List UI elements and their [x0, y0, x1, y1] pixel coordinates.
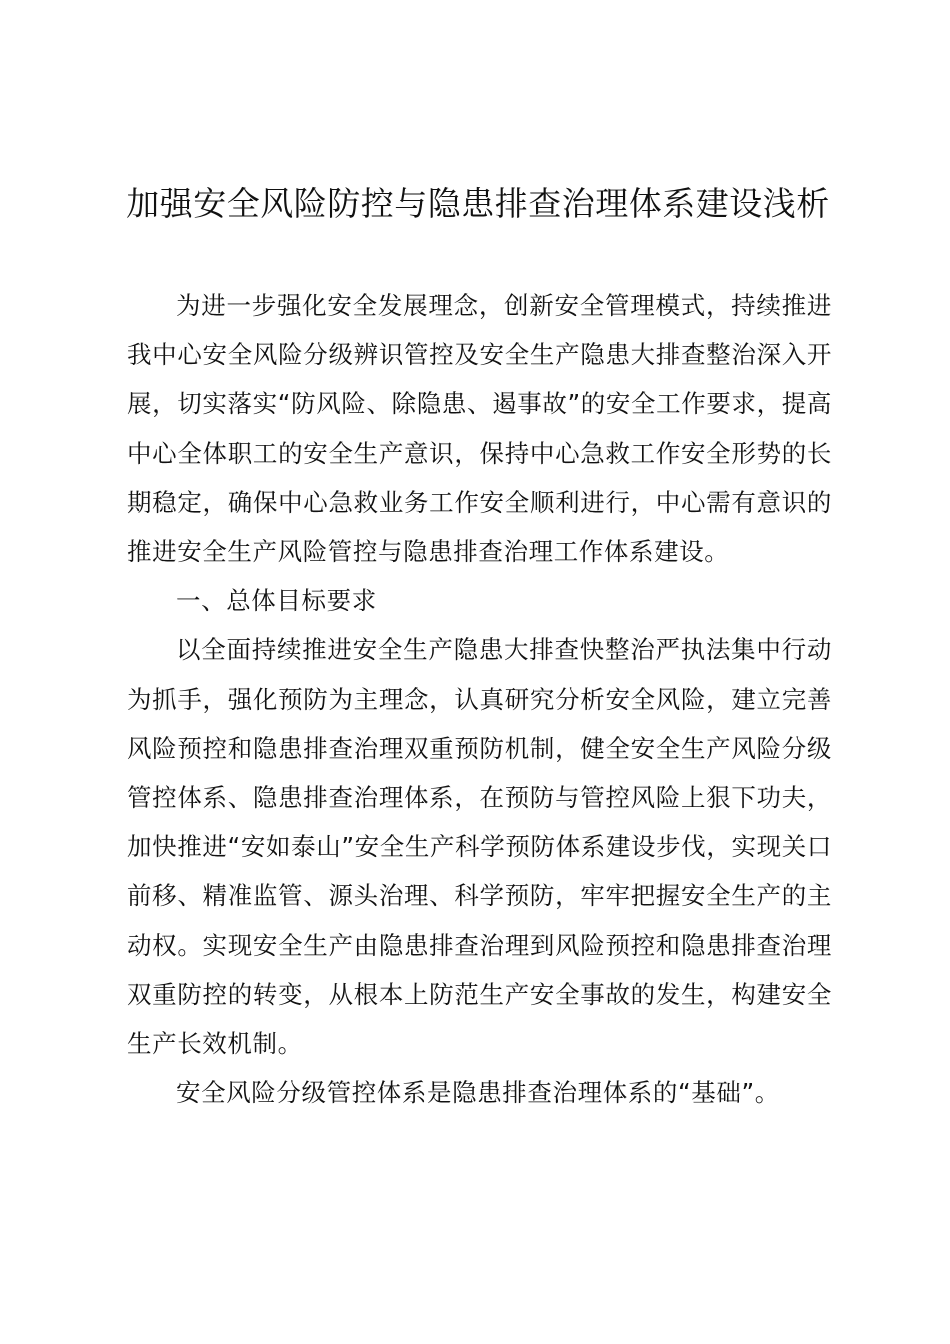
document-body [127, 281, 832, 1117]
intro-paragraph: 为进一步强化安全发展理念，创新安全管理模式，持续推进我中心安全风险分级辨识管控及安全生产隐患大排查整治深入开展，切实落实“防风险、除隐患、遏事故”的安全工作要求，提高中心全体职工的安全生产意识，保持中心急救工作安全形势的长期稳定，确保中心急救业务工作安全顺利进行，中心需有意识的推进安全生产风险管控与隐患排查治理工作体系建设。 [127, 291, 832, 567]
document-title: 加强安全风险防控与隐患排查治理体系建设浅析 [126, 184, 830, 223]
risk-paragraph: 安全风险分级管控体系是隐患排查治理体系的“基础”。 [176, 1078, 780, 1108]
goal-paragraph: 以全面持续推进安全生产隐患大排查快整治严执法集中行动为抓手，强化预防为主理念，认真研究分析安全风险，建立完善风险预控和隐患排查治理双重预防机制，健全安全生产风险分级管控体系、隐患排查治理体系，在预防与管控风险上狠下功夫，加快推进“安如泰山”安全生产科学预防体系建设步伐，实现关口前移、精准监管、源头治理、科学预防，牢牢把握安全生产的主动权。实现安全生产由隐患排查治理到风险预控和隐患排查治理双重防控的转变，从根本上防范生产安全事故的发生，构建安全生产长效机制。 [127, 635, 832, 1059]
section-heading: 一、总体目标要求 [176, 586, 377, 616]
